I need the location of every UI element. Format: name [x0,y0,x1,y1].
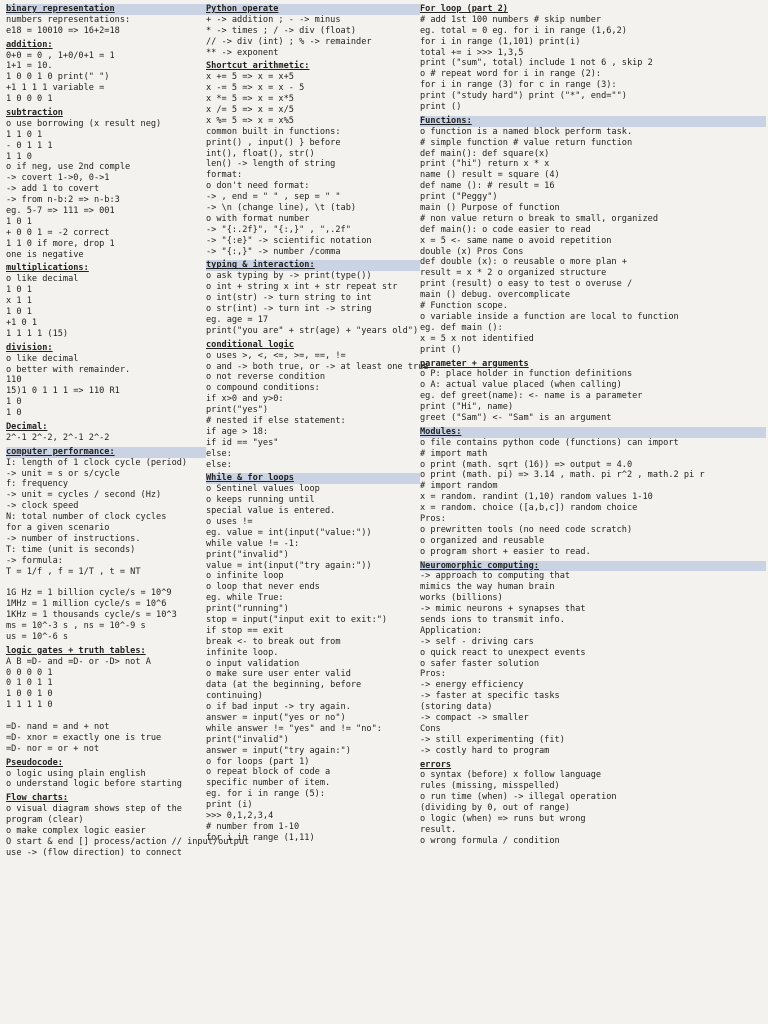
note-line: I: length of 1 clock cycle (period) [6,457,188,468]
note-line: o repeat block of code a [206,767,331,778]
note-line: o input validation [206,658,300,669]
note-line: +1 0 1 [6,317,38,328]
note-line: o int + string x int + str repeat str [206,282,398,293]
section-heading: While & for loops [206,473,420,484]
note-line: numbers representations: [6,14,131,25]
notes-section [6,343,206,419]
note-line: - 0 1 1 1 [6,140,53,151]
note-line: eg. value = int(input("value:")) [206,527,372,538]
note-line: print("invalid") [206,549,289,560]
note-line: 1+1 = 10. [6,61,53,72]
note-line: o if neg, use 2nd comple [6,162,131,173]
note-line: o # repeat word for i in range (2): [420,69,602,80]
note-line: o logic using plain english [6,768,146,779]
section-heading: Neuromorphic computing: [420,561,766,572]
note-line: eg. for i in range (5): [206,789,325,800]
note-line: # Function scope. [420,301,508,312]
note-line: 110 [6,375,22,386]
note-line: def double (x): o reusable o more plan + [420,257,627,268]
note-line: print ("Peggy") [420,192,498,203]
section-heading: multiplications: [6,263,89,274]
notes-section [420,4,766,113]
note-line: o don't need format: [206,181,310,192]
notes-section [206,4,420,58]
section-heading: Functions: [420,116,766,127]
note-line: o not reverse condition [206,372,325,383]
note-line: o better with remainder. [6,364,131,375]
note-line: -> \n (change line), \t (tab) [206,203,357,214]
note-line: o compound conditions: [206,383,320,394]
notes-section [6,422,206,444]
note-line: o with format number [206,213,310,224]
note-line: o infinite loop [206,571,284,582]
section-heading: Modules: [420,427,766,438]
note-line [6,577,206,588]
note-line: print("invalid") [206,734,289,745]
note-line: 1 0 1 [6,216,32,227]
note-line: -> energy efficiency [420,680,524,691]
note-line: int(), float(), str() [206,148,315,159]
note-line: 1 0 0 1 0 [6,689,53,700]
note-line: -> mimic neurons + synapses that [420,604,586,615]
note-line: =D- xnor = exactly one is true [6,732,162,743]
section-heading: division: [6,342,53,353]
note-line: + -> addition ; - -> minus [206,14,341,25]
note-line: ** -> exponent [206,47,279,58]
note-line: print ("study hard") print ("*", end="") [420,91,627,102]
note-line: else: [206,459,232,470]
note-line: # import math [420,448,488,459]
note-line: -> "{:e}" -> scientific notation [206,235,372,246]
note-line: o safer faster solution [420,658,539,669]
note-line: # simple function # value return function [420,137,633,148]
note-line: def name (): # result = 16 [420,181,555,192]
note-line: Cons [420,723,441,734]
note-line: =D- nand = and + not [6,722,110,732]
note-line: print("running") [206,604,289,615]
section-heading: logic gates + truth tables: [6,645,146,656]
note-line: o like decimal [6,274,79,285]
note-line: eg. while True: [206,593,284,604]
note-line: o P: place holder in function definitions [420,369,633,380]
notes-section [206,473,420,843]
notes-section [420,427,766,558]
note-line: print("you are" + str(age) + "years old") [206,325,419,336]
note-line: -> still experimenting (fit) [420,734,565,745]
notes-section [420,116,766,356]
note-line: o uses >, <, <=, >=, ==, != [206,350,346,361]
note-line: for i in range (1,11) [206,832,315,843]
note-line: Pros: [420,513,446,524]
note-line: value = int(input("try again:")) [206,560,372,571]
note-line: o logic (when) => runs but wrong [420,814,586,825]
note-line: o str(int) -> turn int -> string [206,304,372,315]
note-line: binary representation [6,4,206,15]
note-line: -> unit = s or s/cycle [6,468,120,479]
notes-section [206,260,420,336]
note-line: eg. 5-7 => 111 => 001 [6,206,115,217]
note-line: o make complex logic easier [6,826,146,837]
note-line: (storing data) [420,702,493,713]
note-line: o print (math. sqrt (16)) => output = 4.0 [420,459,633,470]
note-line: stop = input("input exit to exit:") [206,614,388,625]
note-line: one is negative [6,249,84,260]
note-line: * -> times ; / -> div (float) [206,25,357,36]
note-line: print () [420,102,462,113]
note-line: result. [420,824,457,835]
notes-section [420,359,766,424]
note-line: 15)1 0 1 1 1 => 110 R1 [6,386,120,397]
notes-section [6,646,206,755]
note-line: o visual diagram shows step of the [6,804,182,815]
note-line: -> self - driving cars [420,636,534,647]
note-line: o understand logic before starting [6,779,182,790]
note-line: x += 5 => x = x+5 [206,72,294,83]
note-line: 0 0 0 0 1 [6,667,53,678]
note-line: N: total number of clock cycles [6,512,167,523]
note-line: ms = 10^-3 s , ns = 10^-9 s [6,620,146,631]
note-line: works (billions) [420,593,503,604]
note-line: -> costly hard to program [420,745,550,756]
note-line: -> covert 1->0, 0->1 [6,173,110,184]
note-line: 1 0 0 1 0 print(" ") [6,72,110,83]
note-line: 0 1 0 1 1 [6,678,53,689]
notes-section [206,61,420,257]
note-line: for i in range (3) for c in range (3): [420,80,617,91]
note-line: main () Purpose of function [420,203,560,214]
note-line: -> faster at specific tasks [420,691,560,702]
note-line: for i in range (1,101) print(i) [420,36,581,47]
note-line: o program short + easier to read. [420,546,591,557]
note-line: x *= 5 => x = x*5 [206,94,294,105]
note-line: print("yes") [206,405,269,416]
note-line: common built in functions: [206,126,341,137]
note-line: -> compact -> smaller [420,713,529,723]
note-line: x -= 5 => x = x - 5 [206,83,305,94]
note-line: o prewritten tools (no need code scratch) [420,524,633,535]
note-line: o syntax (before) x follow language [420,770,602,781]
note-line: 1 0 [6,397,22,408]
note-line: main () debug. overcomplicate [420,290,571,301]
note-line: eg. total = 0 eg. for i in range (1,6,2) [420,25,627,36]
note-line: // -> div (int) ; % -> remainder [206,36,372,47]
note-line: (dividing by 0, out of range) [420,803,571,814]
note-line: x /= 5 => x = x/5 [206,105,294,116]
note-line: x 1 1 [6,296,32,307]
note-line: Pros: [420,669,446,680]
note-line: # import random [420,481,498,492]
note-line: if stop == exit [206,625,284,636]
note-line: use -> (flow direction) to connect [6,847,182,858]
note-line: o A: actual value placed (when calling) [420,380,622,391]
section-heading: typing & interaction: [206,260,420,271]
section-heading: Shortcut arithmetic: [206,61,310,72]
section-heading: subtraction [6,108,63,119]
note-line: o file contains python code (functions) can import [420,437,679,448]
note-line: rules (missing, misspelled) [420,781,560,792]
note-line: else: [206,448,232,459]
section-heading: conditional logic [206,339,294,350]
note-line: x = 5 x not identified [420,333,534,344]
note-line: infinite loop. [206,647,279,658]
note-line: 1 1 1 1 (15) [6,328,69,339]
note-line: answer = input("try again:") [206,745,351,756]
note-line: if id == "yes" [206,437,279,448]
note-line: -> from n-b:2 => n-b:3 [6,195,120,206]
notes-section [6,758,206,791]
note-line: o int(str) -> turn string to int [206,293,372,304]
note-line: specific number of item. [206,778,331,789]
note-line: greet ("Sam") <- "Sam" is an argument [420,412,612,423]
note-line: data (at the beginning, before [206,680,362,691]
note-line: total += i >>> 1,3,5 [420,47,524,58]
note-line: f: frequency [6,479,69,490]
note-line: -> , end = " " , sep = " " [206,192,341,203]
note-line: answer = input("yes or no") [206,713,346,723]
section-heading: Pseudocode: [6,757,63,768]
note-line: print ("Hi", name) [420,402,514,413]
note-line: + 0 0 1 = -2 correct [6,227,110,238]
note-line: # non value return o break to small, organized [420,213,658,224]
note-line: T = 1/f , f = 1/T , t = NT [6,566,141,577]
note-line: o Sentinel values loop [206,484,320,495]
note-line: if age > 18: [206,426,269,437]
note-line: if x>0 and y>0: [206,394,284,405]
note-line: o run time (when) -> illegal operation [420,792,617,803]
note-line: A B =D- and =D- or -D> not A [6,656,151,667]
note-line: >>> 0,1,2,3,4 [206,811,274,822]
note-line: o print (math. pi) => 3.14 , math. pi r^2 , math.2 pi r [420,470,705,481]
note-line: eg. def main (): [420,322,503,333]
note-line: double (x) Pros Cons [420,246,524,257]
section-heading: addition: [6,39,53,50]
note-line: o function is a named block perform task. [420,126,633,137]
notes-section [6,108,206,260]
notes-section [6,447,206,643]
note-line: o if bad input -> try again. [206,702,351,713]
note-line: T: time (unit is seconds) [6,544,136,555]
notes-section [6,40,206,105]
note-line: 1MHz = 1 million cycle/s = 10^6 [6,599,167,610]
note-line: o like decimal [6,353,79,364]
note-line: o keeps running until [206,495,315,506]
note-line: o wrong formula / condition [420,835,560,846]
note-line: -> number of instructions. [6,533,141,544]
notes-column-3 [420,4,766,850]
note-line: o ask typing by -> print(type()) [206,271,372,282]
note-line: x = random. randint (1,10) random values 1-10 [420,492,653,503]
note-line: 1 0 [6,408,22,419]
note-line: sends ions to transmit info. [420,614,565,625]
notes-section [420,561,766,757]
note-line: while answer != "yes" and != "no": [206,723,382,734]
note-line: o uses != [206,516,253,527]
note-line: 1KHz = 1 thousands cycle/s = 10^3 [6,610,177,621]
note-line: x %= 5 => x = x%5 [206,115,294,126]
section-heading: parameter + arguments [420,358,529,369]
note-line: print (i) [206,800,253,811]
note-line: -> add 1 to covert [6,184,100,195]
note-line: 1 0 1 [6,285,32,296]
note-line: name () result = square (4) [420,170,560,181]
note-line: print () [420,344,462,355]
note-line: -> clock speed [6,501,79,512]
note-line: o for loops (part 1) [206,756,310,767]
note-line: print() , input() } before [206,137,341,148]
notes-section [6,4,206,37]
note-line: o organized and reusable [420,535,545,546]
note-line: program (clear) [6,815,84,826]
section-heading: For loop (part 2) [420,4,508,14]
note-line: for a given scenario [6,522,110,533]
note-line: def main(): o code easier to read [420,224,591,235]
note-line: -> formula: [6,555,63,566]
note-line: 0+0 = 0 , 1+0/0+1 = 1 [6,50,115,61]
section-heading: errors [420,759,452,770]
note-line: 1 1 0 1 [6,129,43,140]
note-line: Application: [420,625,483,636]
note-line: # add 1st 100 numbers # skip number [420,14,602,25]
note-line: us = 10^-6 s [6,631,69,642]
note-line: O start & end [] process/action // input/output [6,836,250,847]
note-line: 1 0 0 0 1 [6,94,53,105]
notes-section [6,263,206,339]
section-heading: Decimal: [6,421,48,432]
note-line: o use borrowing (x result neg) [6,118,162,129]
note-line: o loop that never ends [206,582,320,593]
notes-section [206,339,429,471]
note-line: o variable inside a function are local to function [420,311,679,322]
note-line: special value is entered. [206,506,336,517]
note-line: o make sure user enter valid [206,669,351,680]
note-line: len() -> length of string [206,159,336,170]
note-line: print ("sum", total) include 1 not 6 , skip 2 [420,58,653,69]
note-line: e18 = 10010 => 16+2=18 [6,25,120,36]
notes-section [420,760,766,847]
note-line: # nested if else statement: [206,415,346,426]
note-line: eg. def greet(name): <- name is a parameter [420,391,643,402]
note-line: o and -> both true, or -> at least one true [206,361,429,372]
note-line: -> approach to computing that [420,571,571,582]
note-line: format: [206,170,243,181]
note-line: 1 1 0 [6,151,32,162]
note-line [6,711,206,722]
note-line: o quick react to unexpect events [420,647,586,658]
note-line: print ("hi") return x * x [420,159,550,170]
section-heading: Python operate [206,4,420,15]
note-line: -> unit = cycles / second (Hz) [6,490,162,501]
note-line: +1 1 1 1 variable = [6,83,105,94]
note-line: # number from 1-10 [206,821,300,832]
note-line: def main(): def square(x) [420,148,550,159]
note-line: mimics the way human brain [420,582,555,593]
note-line: -> "{:,}" -> number /comma [206,246,341,257]
note-line: eg. age = 17 [206,314,269,325]
note-line: result = x * 2 o organized structure [420,268,607,279]
notes-column-2 [206,4,429,847]
note-line: 1 1 0 if more, drop 1 [6,238,115,249]
note-line: 1G Hz = 1 billion cycle/s = 10^9 [6,588,172,599]
note-line: continuing) [206,691,263,702]
note-line: x = 5 <- same name o avoid repetition [420,235,612,246]
note-line: 1 1 1 1 0 [6,700,53,711]
section-heading: computer performance: [6,447,206,458]
note-line: while value != -1: [206,538,300,549]
note-line: -> "{:.2f}", "{:,}" , ",.2f" [206,224,351,235]
note-line: break <- to break out from [206,636,341,647]
section-heading: Flow charts: [6,793,69,804]
note-line: =D- nor = or + not [6,743,100,754]
note-line: 1 0 1 [6,307,32,318]
note-line: 2^-1 2^-2, 2^-1 2^-2 [6,432,110,443]
note-line: x = random. choice ([a,b,c]) random choice [420,503,638,514]
note-line: print (result) o easy to test o overuse / [420,279,633,290]
